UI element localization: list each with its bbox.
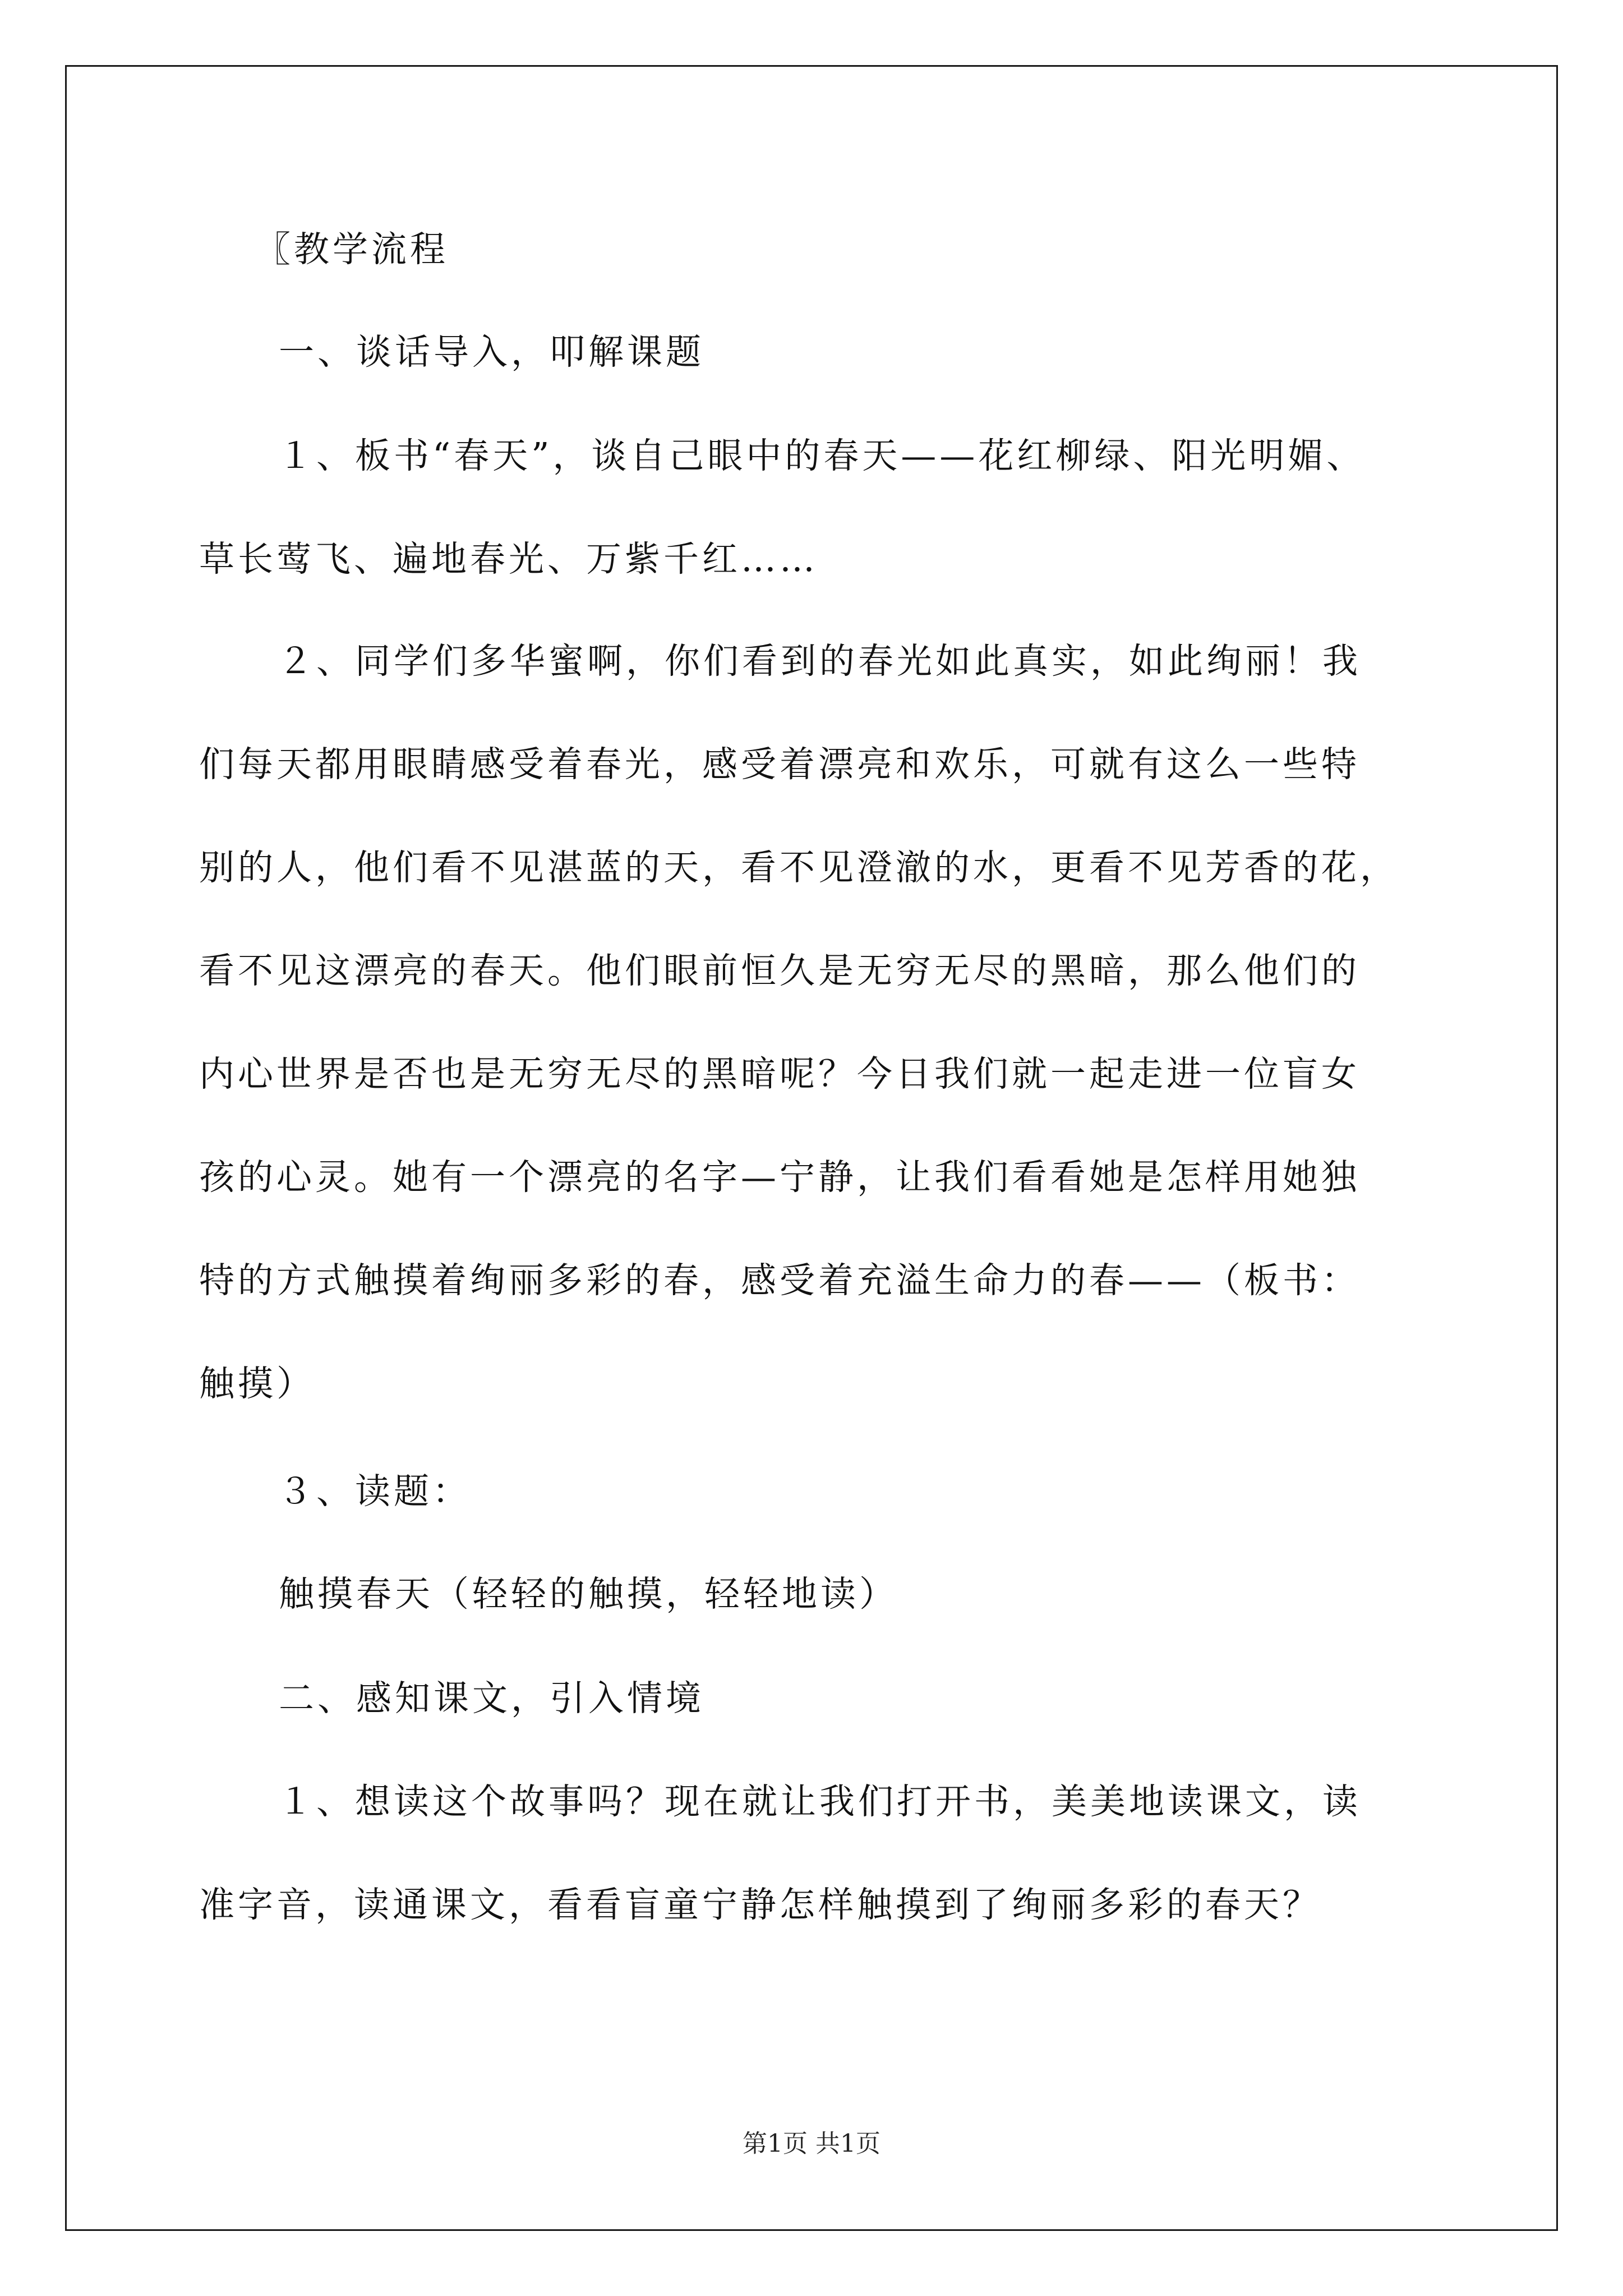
paragraph-line: 内心世界是否也是无穷无尽的黑暗呢？今日我们就一起走进一位盲女 <box>199 1053 1360 1094</box>
paragraph-5 <box>199 1781 1489 1925</box>
paragraph-line: 草长莺飞、遍地春光、万紫千红…… <box>199 539 818 579</box>
paragraph-4 <box>279 1573 1569 1614</box>
paragraph-line: 看不见这漂亮的春天。他们眼前恒久是无穷无尽的黑暗，那么他们的 <box>199 950 1360 991</box>
paragraph-line: １、板书“春天”，谈自己眼中的春天——花红柳绿、阳光明媚、 <box>278 435 1366 476</box>
section-heading-text: 二、感知课文，引入情境 <box>279 1678 704 1719</box>
section-heading-text: 一、谈话导入，叩解课题 <box>279 332 704 372</box>
paragraph-line: 触摸） <box>199 1363 315 1404</box>
paragraph-3 <box>278 1471 1567 1512</box>
paragraph-1 <box>199 435 1489 579</box>
paragraph-line: 特的方式触摸着绚丽多彩的春，感受着充溢生命力的春——（板书： <box>199 1260 1360 1301</box>
paragraph-line: 孩的心灵。她有一个漂亮的名字—宁静，让我们看看她是怎样用她独 <box>199 1157 1360 1198</box>
paragraph-line: 们每天都用眼睛感受着春光，感受着漂亮和欢乐，可就有这么一些特 <box>199 744 1360 785</box>
paragraph-line: ３、读题： <box>278 1471 471 1512</box>
paragraph-line: 准字音，读通课文，看看盲童宁静怎样触摸到了绚丽多彩的春天？ <box>199 1884 1321 1925</box>
section-heading-2 <box>279 1678 1569 1719</box>
paragraph-2 <box>199 641 1489 1404</box>
paragraph-line: 别的人，他们看不见湛蓝的天，看不见澄澈的水，更看不见芳香的花， <box>199 847 1399 888</box>
heading-teaching-process <box>255 229 1545 270</box>
heading-text: 〖教学流程 <box>255 229 449 270</box>
paragraph-line: ２、同学们多华蜜啊，你们看到的春光如此真实，如此绚丽！我 <box>278 641 1361 682</box>
paragraph-line: 触摸春天（轻轻的触摸，轻轻地读） <box>279 1573 898 1614</box>
page-footer <box>0 2129 1623 2158</box>
paragraph-line: １、想读这个故事吗？现在就让我们打开书，美美地读课文，读 <box>278 1781 1361 1822</box>
page-number-label: 第1页 共1页 <box>743 2129 880 2158</box>
section-heading-1 <box>279 334 1569 370</box>
